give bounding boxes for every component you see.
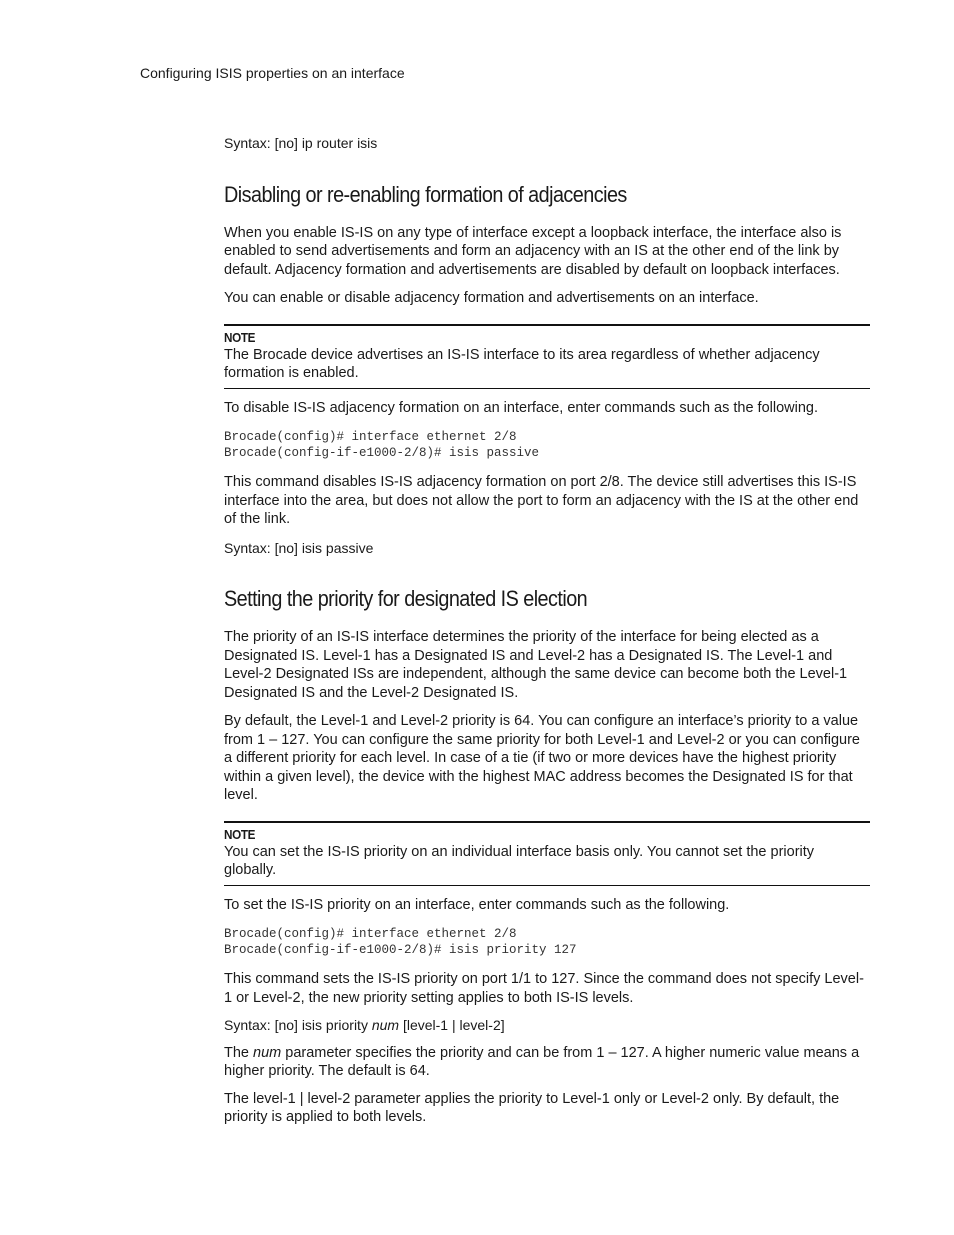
syntax-isis-passive: Syntax: [no] isis passive bbox=[224, 539, 374, 556]
section-heading-priority: Setting the priority for designated IS election bbox=[224, 586, 588, 611]
running-header: Configuring ISIS properties on an interface bbox=[140, 65, 405, 81]
text: parameter applies the priority to Level-1 only or Level-2 only. By default, the priority is applied to both levels. bbox=[224, 1090, 840, 1125]
text: The bbox=[224, 1044, 254, 1061]
note-label: NOTE bbox=[224, 826, 256, 842]
paragraph: This command disables IS-IS adjacency formation on port 2/8. The device still advertises this IS-IS interface into the area, but does not allow the port to form an adjacency with the IS at the other end of the link. bbox=[224, 474, 859, 527]
param-name: level-1 | level-2 bbox=[253, 1090, 351, 1107]
syntax-text: [level-1 | level-2] bbox=[399, 1017, 505, 1033]
paragraph-level-param bbox=[224, 1090, 870, 1127]
code-line: Brocade(config-if-e1000-2/8)# isis priority 127 bbox=[224, 943, 577, 957]
note-box bbox=[224, 821, 870, 886]
paragraph: The priority of an IS-IS interface determines the priority of the interface for being elected as a Designated IS. Level-1 has a Designated IS and Level-2 has a Designated IS. The Level-1 and Level-2 Designated ISs are independent, although the same device can become both the Level-1 Designated IS and the Level-2 Designated IS. bbox=[224, 629, 848, 701]
text: parameter specifies the priority and can be from 1 – 127. A higher numeric value means a higher priority. The default is 64. bbox=[224, 1044, 860, 1079]
code-line: Brocade(config-if-e1000-2/8)# isis passive bbox=[224, 446, 540, 460]
param-name: num bbox=[253, 1044, 282, 1061]
paragraph: When you enable IS-IS on any type of interface except a loopback interface, the interface also is enabled to send advertisements and form an adjacency with an IS at the other end of the link by default. Adjacency formation and advertisements are disabled by default on loopback interfaces. bbox=[224, 224, 842, 278]
code-line: Brocade(config)# interface ethernet 2/8 bbox=[224, 927, 517, 941]
paragraph: To set the IS-IS priority on an interface, enter commands such as the following. bbox=[224, 896, 730, 913]
text: The bbox=[224, 1090, 254, 1107]
syntax-ip-router-isis: Syntax: [no] ip router isis bbox=[224, 135, 378, 151]
note-text: The Brocade device advertises an IS-IS interface to its area regardless of whether adjacency formation is enabled. bbox=[224, 346, 820, 381]
paragraph-num-param bbox=[224, 1044, 870, 1081]
syntax-param: num bbox=[371, 1017, 400, 1033]
syntax-isis-priority bbox=[224, 1016, 870, 1035]
code-block bbox=[224, 926, 870, 958]
paragraph: To disable IS-IS adjacency formation on an interface, enter commands such as the following. bbox=[224, 399, 819, 416]
note-text: You can set the IS-IS priority on an individual interface basis only. You cannot set the priority globally. bbox=[224, 843, 815, 878]
syntax-text: Syntax: [no] isis priority bbox=[224, 1017, 372, 1033]
paragraph: This command sets the IS-IS priority on port 1/1 to 127. Since the command does not specify Level-1 or Level-2, the new priority setting applies to both IS-IS levels. bbox=[224, 971, 864, 1006]
paragraph: You can enable or disable adjacency formation and advertisements on an interface. bbox=[224, 290, 759, 306]
note-label: NOTE bbox=[224, 329, 256, 345]
paragraph: By default, the Level-1 and Level-2 priority is 64. You can configure an interface’s priority to a value from 1 – 127. You can configure the same priority for both Level-1 and Level-2 or you can configure a different priority for each level. In case of a tie (if two or more devices have the highest priority within a given level), the device with the highest MAC address becomes the Designated IS for that level. bbox=[224, 713, 860, 803]
note-box bbox=[224, 324, 870, 389]
section-heading-adjacencies: Disabling or re-enabling formation of adjacencies bbox=[224, 181, 627, 207]
code-line: Brocade(config)# interface ethernet 2/8 bbox=[224, 430, 517, 444]
code-block bbox=[224, 429, 870, 461]
page-content bbox=[224, 134, 870, 1127]
